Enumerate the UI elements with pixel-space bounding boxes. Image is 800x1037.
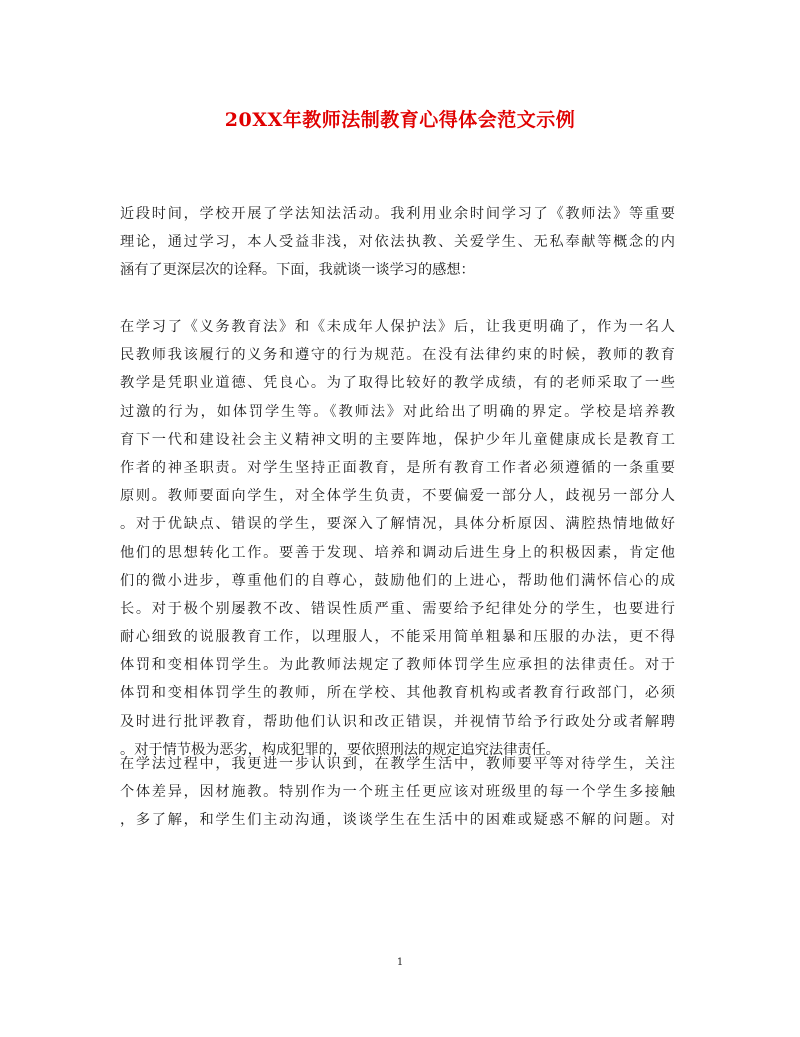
text-line: 民教师我该履行的义务和遵守的行为规范。在没有法律约束的时候，教师的教育 bbox=[120, 347, 675, 364]
text-line: 。对于优缺点、错误的学生，要深入了解情况，具体分析原因、满腔热情地做好 bbox=[120, 516, 675, 533]
text-line: 育下一代和建设社会主义精神文明的主要阵地，保护少年儿童健康成长是教育工 bbox=[120, 431, 675, 448]
text-line: 在学法过程中，我更进一步认识到，在教学生活中，教师要平等对待学生，关注 bbox=[120, 756, 675, 772]
text-line: 体罚和变相体罚学生的教师，所在学校、其他教育机构或者教育行政部门，必须 bbox=[120, 685, 675, 702]
text-line: 近段时间，学校开展了学法知法活动。我利用业余时间学习了《教师法》等重要 bbox=[120, 206, 675, 222]
text-line: 作者的神圣职责。对学生坚持正面教育，是所有教育工作者必须遵循的一条重要 bbox=[120, 459, 675, 476]
text-line: ，多了解，和学生们主动沟通，谈谈学生在生活中的困难或疑惑不解的问题。对 bbox=[120, 812, 675, 829]
text-line: 长。对于极个别屡教不改、错误性质严重、需要给予纪律处分的学生，也要进行 bbox=[120, 600, 675, 617]
page-number: 1 bbox=[396, 957, 404, 968]
text-line: 及时进行批评教育，帮助他们认识和改正错误，并视情节给予行政处分或者解聘 bbox=[120, 713, 675, 730]
text-line: 在学习了《义务教育法》和《未成年人保护法》后，让我更明确了，作为一名人 bbox=[120, 319, 675, 335]
paragraph-law-study bbox=[120, 313, 675, 764]
paragraph-equal-treatment bbox=[120, 750, 675, 835]
paragraph-intro bbox=[120, 200, 675, 285]
text-line: 原则。教师要面向学生，对全体学生负责，不要偏爱一部分人，歧视另一部分人 bbox=[120, 488, 675, 505]
text-line: 们的微小进步，尊重他们的自尊心，鼓励他们的上进心，帮助他们满怀信心的成 bbox=[120, 572, 675, 589]
document-title: 20XX年教师法制教育心得体会范文示例 bbox=[224, 109, 576, 131]
text-line: 教学是凭职业道德、凭良心。为了取得比较好的教学成绩，有的老师采取了一些 bbox=[120, 375, 675, 392]
text-line: 个体差异，因材施教。特别作为一个班主任更应该对班级里的每一个学生多接触 bbox=[120, 784, 675, 801]
text-line: 过激的行为，如体罚学生等。《教师法》对此给出了明确的界定。学校是培养教 bbox=[120, 403, 675, 420]
text-line: 体罚和变相体罚学生。为此教师法规定了教师体罚学生应承担的法律责任。对于 bbox=[120, 657, 675, 674]
text-line: 涵有了更深层次的诠释。下面，我就谈一谈学习的感想： bbox=[120, 262, 475, 279]
text-line: 耐心细致的说服教育工作，以理服人，不能采用简单粗暴和压服的办法，更不得 bbox=[120, 629, 675, 646]
text-line: 。对于情节极为恶劣，构成犯罪的，要依照刑法的规定追究法律责任。 bbox=[120, 741, 560, 758]
text-line: 理论，通过学习，本人受益非浅，对依法执教、关爱学生、无私奉献等概念的内 bbox=[120, 234, 675, 251]
text-line: 他们的思想转化工作。要善于发现、培养和调动后进生身上的积极因素，肯定他 bbox=[120, 544, 675, 561]
